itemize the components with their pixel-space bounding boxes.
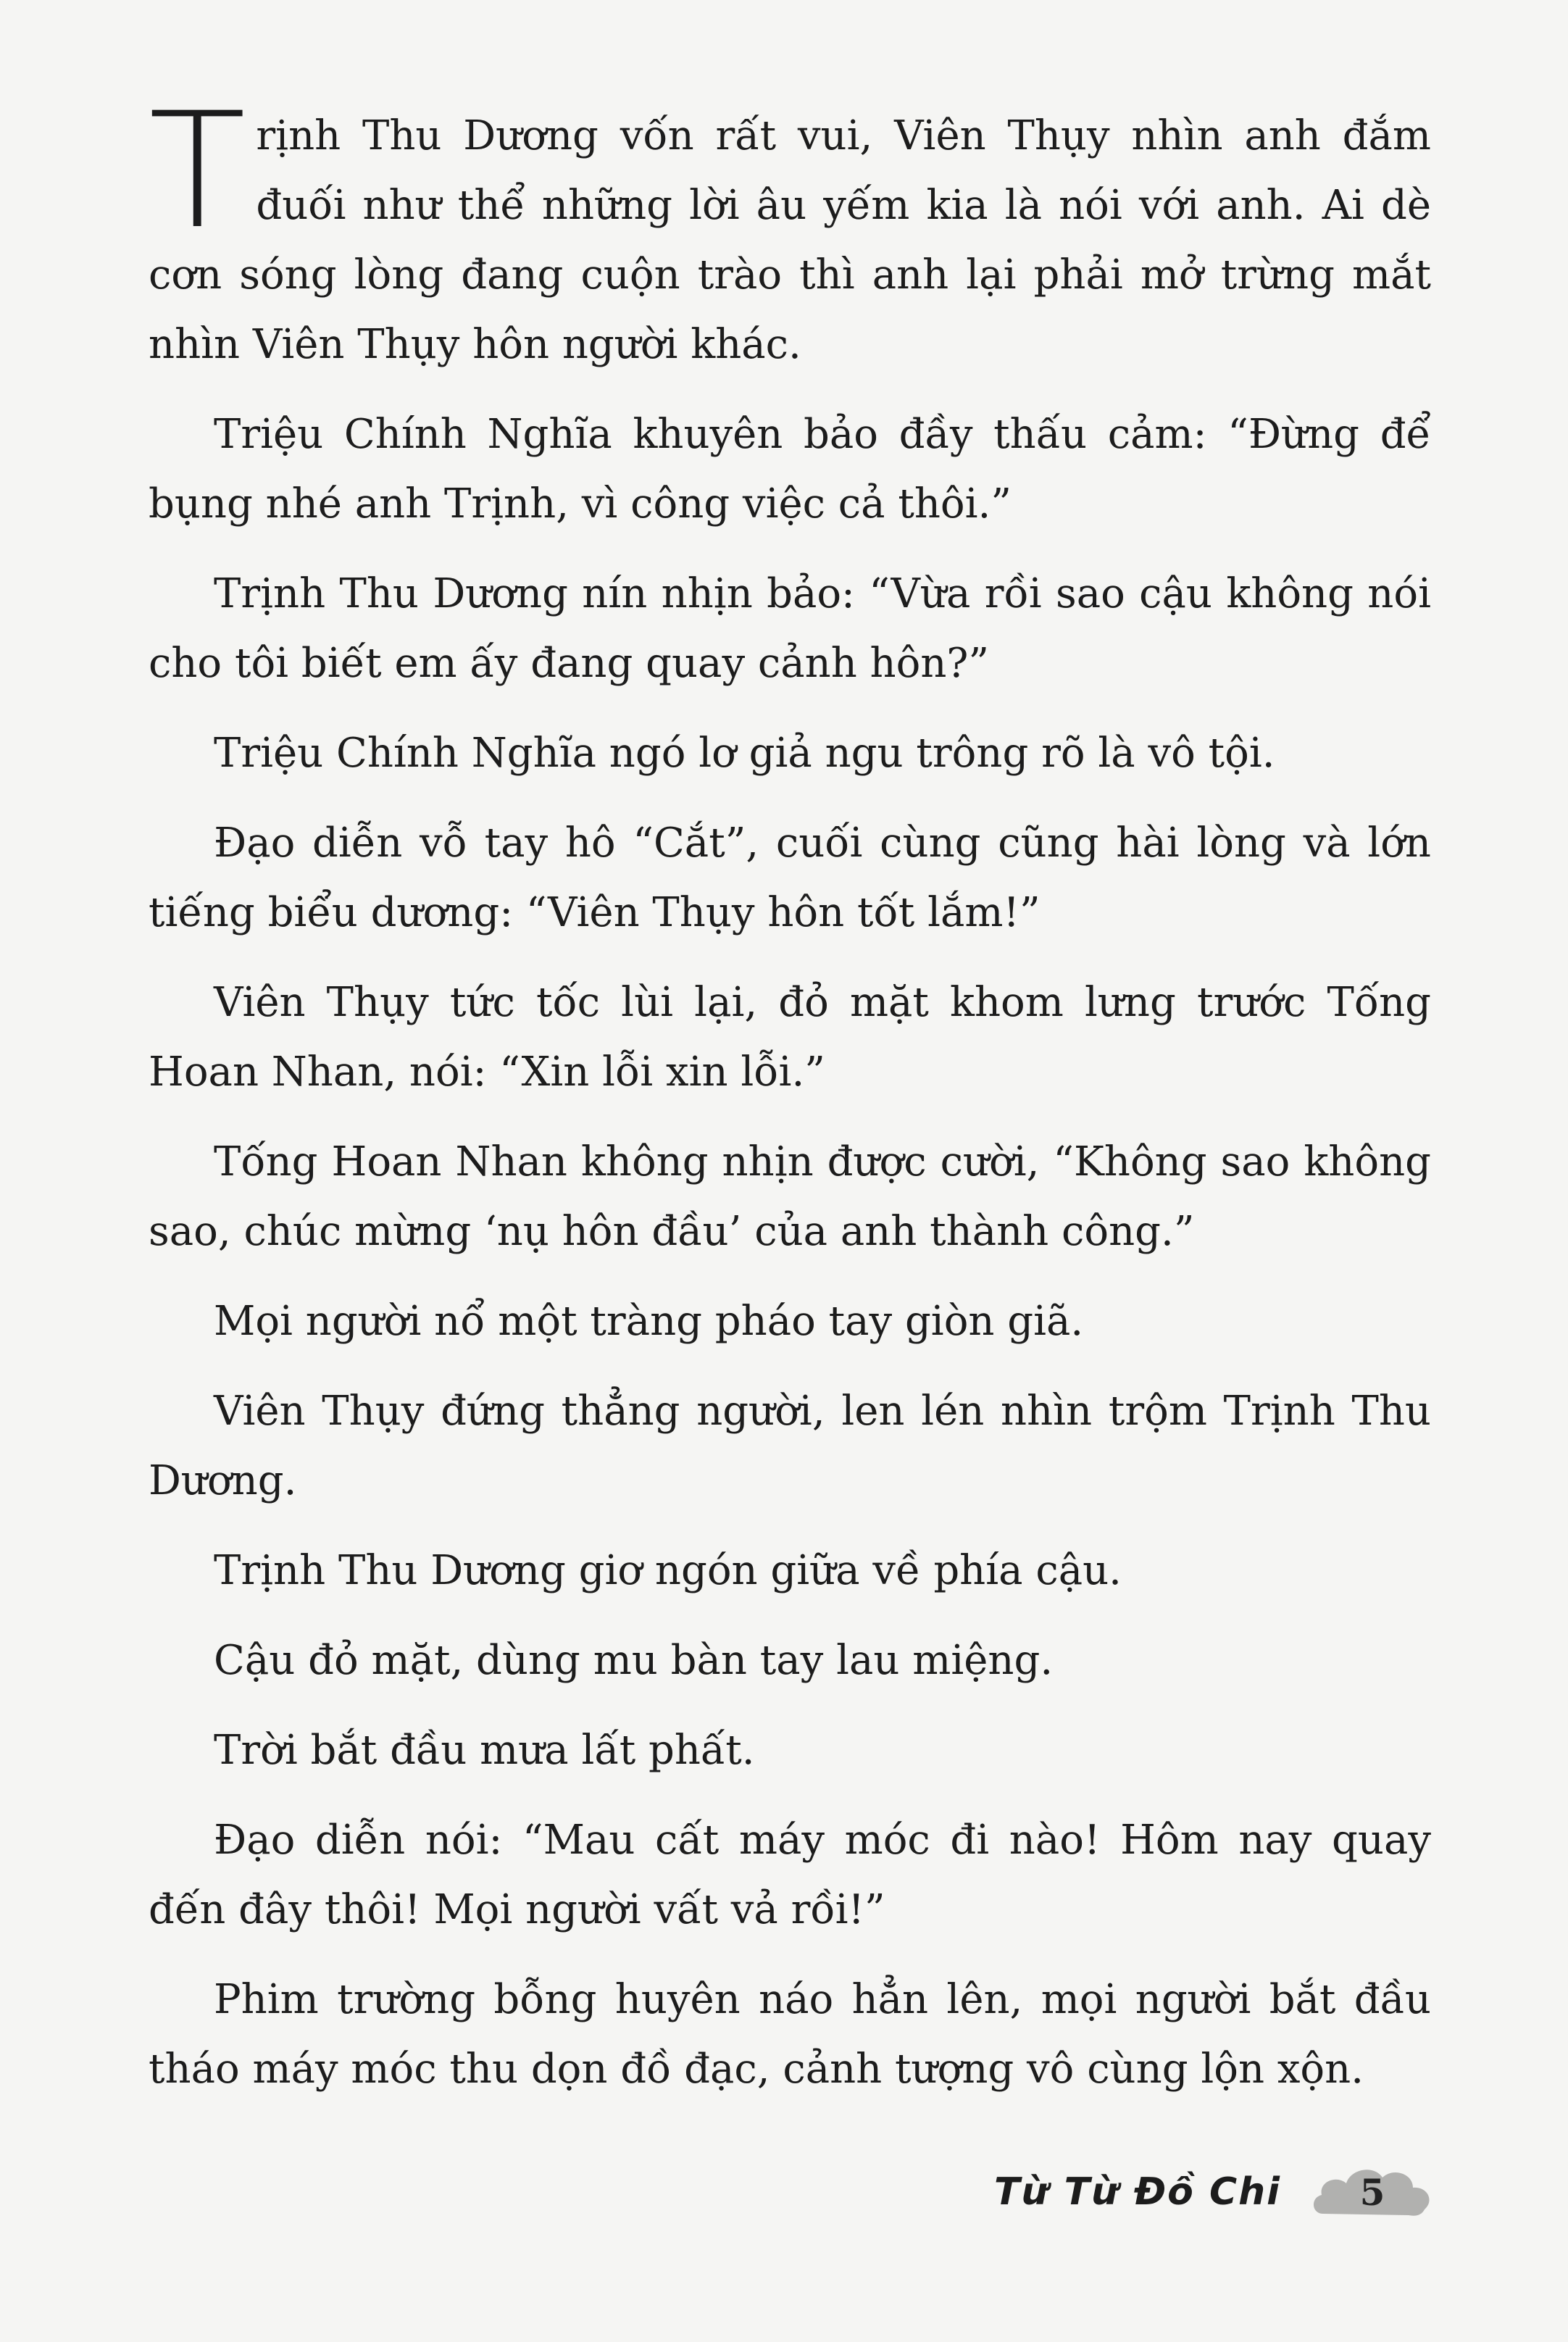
paragraph-1 — [149, 78, 1431, 380]
paragraph-9: Viên Thụy đứng thẳng người, len lén nhìn trộm Trịnh Thu Dương. — [149, 1388, 1431, 1504]
paragraph-12: Trời bắt đầu mưa lất phất. — [214, 1727, 755, 1774]
paragraph-6: Viên Thụy tức tốc lùi lại, đỏ mặt khom lưng trước Tống Hoan Nhan, nói: “Xin lỗi xin lỗi.” — [149, 979, 1431, 1096]
series-title: Từ Từ Đồ Chi — [994, 2170, 1281, 2214]
page-footer — [994, 2156, 1438, 2228]
paragraph-3: Trịnh Thu Dương nín nhịn bảo: “Vừa rồi sao cậu không nói cho tôi biết em ấy đang quay cảnh hôn?” — [149, 570, 1431, 687]
paragraph-7: Tống Hoan Nhan không nhịn được cười, “Không sao không sao, chúc mừng ‘nụ hôn đầu’ của anh thành công.” — [149, 1138, 1431, 1255]
paragraph-2: Triệu Chính Nghĩa khuyên bảo đầy thấu cảm: “Đừng để bụng nhé anh Trịnh, vì công việc cả thôi.” — [149, 411, 1431, 528]
paragraph-1-text: rịnh Thu Dương vốn rất vui, Viên Thụy nhìn anh đắm đuối như thể những lời âu yếm kia là nói với anh. Ai dè cơn sóng lòng đang cuộn trào thì anh lại phải mở trừng mắt nhìn Viên Thụy hôn người khác. — [149, 112, 1431, 368]
page-number: 5 — [1359, 2170, 1385, 2214]
paragraph-13: Đạo diễn nói: “Mau cất máy móc đi nào! Hôm nay quay đến đây thôi! Mọi người vất vả rồi!” — [149, 1817, 1431, 1933]
paragraph-8: Mọi người nổ một tràng pháo tay giòn giã. — [214, 1298, 1084, 1345]
paragraph-5: Đạo diễn vỗ tay hô “Cắt”, cuối cùng cũng hài lòng và lớn tiếng biểu dương: “Viên Thụy hôn tốt lắm!” — [149, 820, 1431, 936]
paragraph-4: Triệu Chính Nghĩa ngó lơ giả ngu trông rõ là vô tội. — [214, 730, 1275, 777]
paragraph-14: Phim trường bỗng huyên náo hẳn lên, mọi người bắt đầu tháo máy móc thu dọn đồ đạc, cảnh tượng vô cùng lộn xộn. — [149, 1976, 1431, 2093]
drop-cap: T — [149, 78, 246, 264]
page-number-badge — [1307, 2156, 1438, 2228]
body-text — [149, 78, 1431, 2125]
paragraph-11: Cậu đỏ mặt, dùng mu bàn tay lau miệng. — [214, 1637, 1054, 1684]
paragraph-10: Trịnh Thu Dương giơ ngón giữa về phía cậu. — [214, 1547, 1122, 1594]
